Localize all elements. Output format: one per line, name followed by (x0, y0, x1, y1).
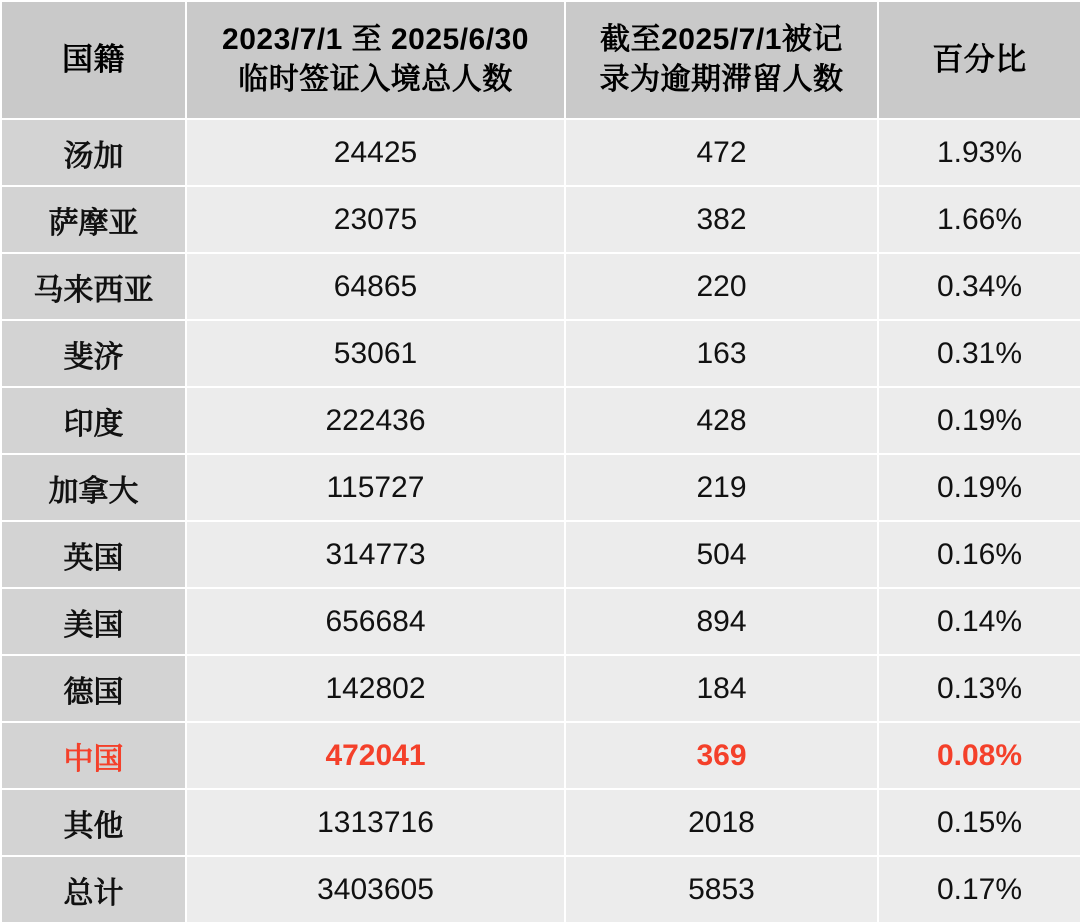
cell-nationality: 萨摩亚 (1, 186, 186, 253)
cell-total-entries: 24425 (186, 119, 565, 186)
table-row (1, 119, 1080, 186)
table-row (1, 320, 1080, 387)
cell-percentage: 0.13% (878, 655, 1080, 722)
cell-total-entries: 222436 (186, 387, 565, 454)
cell-total-entries: 142802 (186, 655, 565, 722)
cell-percentage: 0.19% (878, 387, 1080, 454)
cell-overstayers: 428 (565, 387, 878, 454)
cell-nationality: 中国 (1, 722, 186, 789)
column-header-total-entries-line1: 2023/7/1 至 2025/6/30 (222, 23, 529, 57)
cell-total-entries: 115727 (186, 454, 565, 521)
table-row (1, 655, 1080, 722)
cell-overstayers: 5853 (565, 856, 878, 923)
column-header-overstayers (565, 1, 878, 119)
cell-nationality: 汤加 (1, 119, 186, 186)
cell-percentage: 0.17% (878, 856, 1080, 923)
column-header-percentage: 百分比 (878, 1, 1080, 119)
cell-nationality: 德国 (1, 655, 186, 722)
table-body (1, 119, 1080, 923)
cell-total-entries: 656684 (186, 588, 565, 655)
cell-overstayers: 894 (565, 588, 878, 655)
column-header-nationality: 国籍 (1, 1, 186, 119)
cell-percentage: 0.15% (878, 789, 1080, 856)
cell-overstayers: 219 (565, 454, 878, 521)
cell-nationality: 英国 (1, 521, 186, 588)
table-row (1, 186, 1080, 253)
cell-overstayers: 220 (565, 253, 878, 320)
table-header-row (1, 1, 1080, 119)
cell-overstayers: 184 (565, 655, 878, 722)
cell-nationality: 其他 (1, 789, 186, 856)
cell-percentage: 0.34% (878, 253, 1080, 320)
cell-overstayers: 472 (565, 119, 878, 186)
cell-total-entries: 472041 (186, 722, 565, 789)
cell-nationality: 斐济 (1, 320, 186, 387)
table-row (1, 521, 1080, 588)
table-row (1, 789, 1080, 856)
cell-overstayers: 2018 (565, 789, 878, 856)
table-row-highlighted (1, 722, 1080, 789)
cell-percentage: 1.93% (878, 119, 1080, 186)
cell-percentage: 0.08% (878, 722, 1080, 789)
cell-percentage: 0.14% (878, 588, 1080, 655)
cell-overstayers: 163 (565, 320, 878, 387)
cell-nationality: 总计 (1, 856, 186, 923)
table-header (1, 1, 1080, 119)
table-row (1, 588, 1080, 655)
cell-total-entries: 53061 (186, 320, 565, 387)
cell-overstayers: 369 (565, 722, 878, 789)
cell-total-entries: 314773 (186, 521, 565, 588)
table-row-total (1, 856, 1080, 923)
cell-nationality: 印度 (1, 387, 186, 454)
cell-nationality: 加拿大 (1, 454, 186, 521)
cell-percentage: 0.19% (878, 454, 1080, 521)
column-header-overstayers-line1: 截至2025/7/1被记 (600, 23, 843, 57)
cell-overstayers: 504 (565, 521, 878, 588)
table-row (1, 387, 1080, 454)
column-header-total-entries-line2: 临时签证入境总人数 (238, 63, 513, 96)
cell-percentage: 1.66% (878, 186, 1080, 253)
table-row (1, 454, 1080, 521)
cell-percentage: 0.16% (878, 521, 1080, 588)
cell-overstayers: 382 (565, 186, 878, 253)
column-header-overstayers-line2: 录为逾期滞留人数 (599, 63, 844, 96)
table-row (1, 253, 1080, 320)
cell-percentage: 0.31% (878, 320, 1080, 387)
cell-nationality: 马来西亚 (1, 253, 186, 320)
cell-total-entries: 3403605 (186, 856, 565, 923)
cell-total-entries: 64865 (186, 253, 565, 320)
column-header-total-entries (186, 1, 565, 119)
cell-total-entries: 1313716 (186, 789, 565, 856)
cell-total-entries: 23075 (186, 186, 565, 253)
cell-nationality: 美国 (1, 588, 186, 655)
